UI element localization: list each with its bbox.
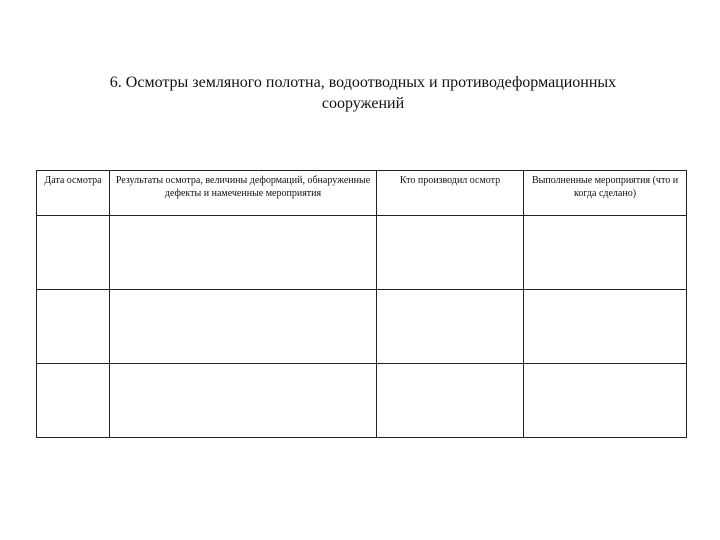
table-cell-measures	[524, 216, 687, 290]
table-cell-inspector	[377, 290, 524, 364]
table-cell-inspector	[377, 364, 524, 438]
table-row	[37, 364, 687, 438]
table-cell-date	[37, 216, 110, 290]
table-cell-date	[37, 364, 110, 438]
table-cell-measures	[524, 290, 687, 364]
table-cell-results	[110, 290, 377, 364]
table-cell-results	[110, 216, 377, 290]
header-inspection-results: Результаты осмотра, величины деформаций, обнаруженные дефекты и намеченные мероприятия	[110, 171, 377, 216]
table-header-row	[37, 171, 687, 216]
table-cell-results	[110, 364, 377, 438]
table-cell-measures	[524, 364, 687, 438]
table-cell-date	[37, 290, 110, 364]
section-title-line-2: сооружений	[321, 95, 405, 112]
table-row	[37, 216, 687, 290]
section-title-line-1: 6. Осмотры земляного полотна, водоотводных и противодеформационных	[109, 74, 617, 91]
header-inspector: Кто производил осмотр	[377, 171, 524, 216]
table-cell-inspector	[377, 216, 524, 290]
header-completed-measures: Выполненные мероприятия (что и когда сделано)	[524, 171, 687, 216]
section-title	[40, 72, 686, 114]
inspection-log-table	[36, 170, 687, 438]
table-row	[37, 290, 687, 364]
header-inspection-date: Дата осмотра	[37, 171, 110, 216]
